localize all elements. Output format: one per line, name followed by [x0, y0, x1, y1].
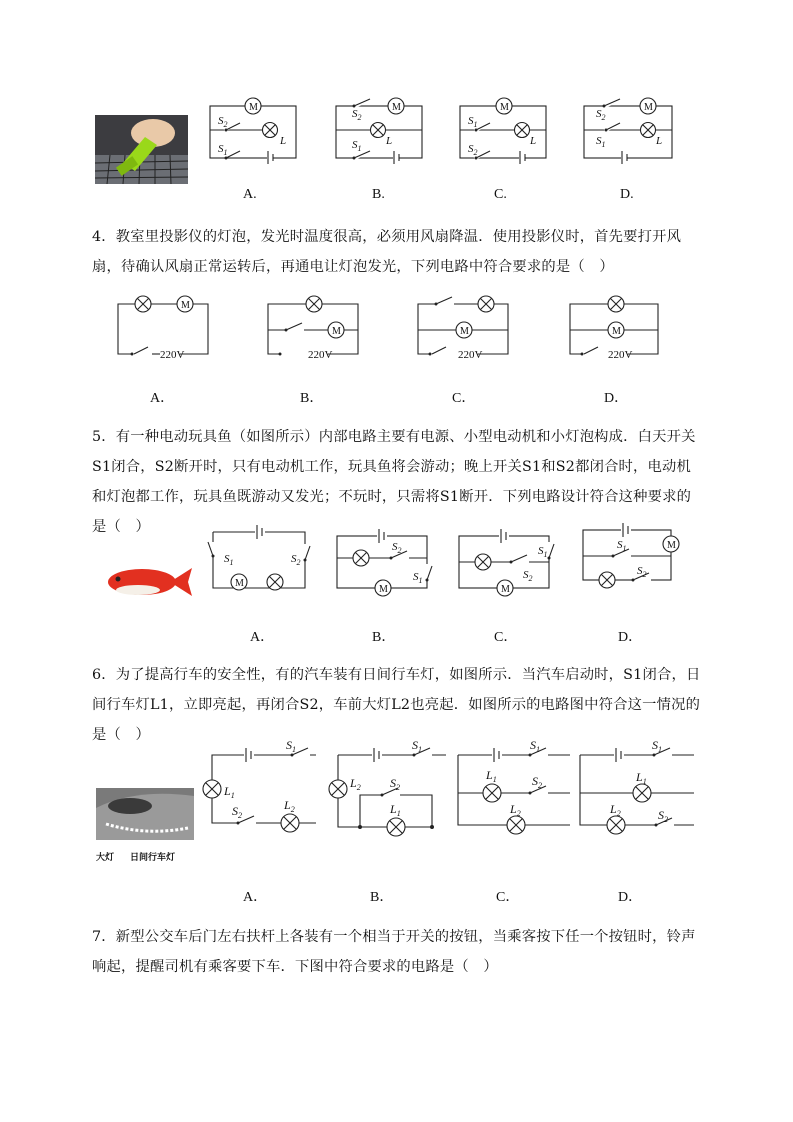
svg-text:M: M — [392, 102, 401, 113]
svg-text:S1: $S_1$ — [352, 139, 362, 153]
svg-text:S2: $S_2$ — [532, 774, 542, 790]
q5-option-c[interactable]: C． — [494, 630, 518, 645]
q6-option-d[interactable]: D． — [618, 890, 643, 905]
svg-text:M: M — [379, 584, 388, 595]
svg-text:M: M — [460, 326, 469, 337]
q5-option-a[interactable]: A． — [250, 630, 275, 645]
svg-text:M: M — [332, 326, 341, 337]
svg-text:220V: 220V — [160, 349, 185, 361]
svg-text:S2: $S_2$ — [218, 115, 228, 129]
svg-text:S2: $S_2$ — [658, 808, 668, 824]
q7-text: 7．新型公交车后门左右扶杆上各装有一个相当于开关的按钮，当乘客按下任一个按钮时，铃声响起，提醒司机有乘客要下车．下图中符合要求的电路是（ ） — [92, 929, 696, 975]
q6-option-c[interactable]: C． — [496, 890, 520, 905]
usb-vacuum-photo — [95, 115, 188, 184]
svg-text:S2: $S_2$ — [637, 565, 647, 579]
q6-option-b[interactable]: B． — [370, 890, 394, 905]
svg-text:S2: $S_2$ — [390, 776, 400, 792]
svg-text:L: L — [656, 135, 663, 147]
svg-text:S1: $S_1$ — [413, 571, 423, 585]
svg-text:L1: $L_1$ — [224, 784, 235, 800]
svg-text:L1: $L_1$ — [486, 768, 497, 784]
svg-text:S1: $S_1$ — [617, 539, 627, 553]
svg-text:L: L — [386, 135, 393, 147]
svg-text:M: M — [667, 540, 676, 551]
svg-text:220V: 220V — [608, 349, 633, 361]
svg-text:M: M — [644, 102, 653, 113]
svg-text:S1: $S_1$ — [286, 738, 296, 754]
headlight-label: 大灯 — [96, 853, 115, 863]
svg-text:L2: $L_2$ — [284, 798, 295, 814]
q4-option-c[interactable]: C． — [452, 391, 476, 406]
q6-option-a[interactable]: A． — [243, 890, 268, 905]
q6-circuits — [196, 735, 696, 845]
svg-text:S1: $S_1$ — [224, 553, 234, 567]
q4-circuits — [110, 292, 670, 368]
q6-text: 6．为了提高行车的安全性，有的汽车装有日间行车灯，如图所示．当汽车启动时，S1闭合，日间行车灯L1，立即亮起，再闭合S2，车前大灯L2也亮起．如图所示的电路图中符合这一情况的是（ ） — [92, 667, 701, 743]
svg-text:S2: $S_2$ — [468, 143, 478, 157]
svg-text:L: L — [530, 135, 537, 147]
q4-option-a[interactable]: A． — [150, 391, 175, 406]
svg-text:S2: $S_2$ — [352, 108, 362, 122]
svg-text:220V: 220V — [308, 349, 333, 361]
svg-text:S1: $S_1$ — [218, 143, 228, 157]
svg-text:S2: $S_2$ — [392, 541, 402, 555]
q4-option-b[interactable]: B． — [300, 391, 324, 406]
svg-text:S2: $S_2$ — [596, 108, 606, 122]
svg-text:S2: $S_2$ — [232, 804, 242, 820]
svg-text:M: M — [181, 300, 190, 311]
svg-text:S1: $S_1$ — [538, 545, 548, 559]
q3-option-a[interactable]: A. — [243, 187, 257, 202]
svg-text:S1: $S_1$ — [596, 135, 606, 149]
svg-text:L1: $L_1$ — [390, 802, 401, 818]
svg-text:L2: $L_2$ — [610, 802, 621, 818]
svg-text:S2: $S_2$ — [291, 553, 301, 567]
toy-fish-photo — [100, 556, 196, 606]
q3-option-b[interactable]: B. — [372, 187, 385, 202]
svg-text:L2: $L_2$ — [350, 776, 361, 792]
q3-circuits — [200, 92, 690, 164]
svg-text:M: M — [500, 102, 509, 113]
svg-text:S1: $S_1$ — [652, 738, 662, 754]
svg-text:220V: 220V — [458, 349, 483, 361]
motor-label: M — [249, 102, 258, 113]
svg-text:M: M — [501, 584, 510, 595]
car-headlight-photo — [96, 788, 194, 840]
svg-text:S1: $S_1$ — [412, 738, 422, 754]
q3-option-d[interactable]: D. — [620, 187, 634, 202]
svg-text:L1: $L_1$ — [636, 770, 647, 786]
svg-text:L2: $L_2$ — [510, 802, 521, 818]
svg-text:M: M — [612, 326, 621, 337]
q5-text: 5．有一种电动玩具鱼（如图所示）内部电路主要有电源、小型电动机和小灯泡构成．白天开关S1闭合，S2断开时，只有电动机工作，玩具鱼将会游动；晚上开关S1和S2都闭合时，电动机和灯泡都工作，玩具鱼既游动又发光；不玩时，只需将S1断开．下列电路设计符合这种要求的是（ ） — [92, 429, 696, 535]
q3-option-c[interactable]: C. — [494, 187, 507, 202]
svg-text:S2: $S_2$ — [523, 569, 533, 583]
q5-option-d[interactable]: D． — [618, 630, 643, 645]
svg-text:L: L — [280, 135, 287, 147]
svg-text:S1: $S_1$ — [530, 738, 540, 754]
q5-option-b[interactable]: B． — [372, 630, 396, 645]
daytime-light-label: 日间行车灯 — [130, 853, 176, 863]
svg-text:M: M — [235, 578, 244, 589]
q4-text: 4．教室里投影仪的灯泡，发光时温度很高，必须用风扇降温．使用投影仪时，首先要打开风扇，待确认风扇正常运转后，再通电让灯泡发光，下列电路中符合要求的是（ ） — [92, 229, 682, 275]
q5-circuits — [205, 520, 685, 604]
q4-option-d[interactable]: D． — [604, 391, 629, 406]
svg-text:S1: $S_1$ — [468, 115, 478, 129]
